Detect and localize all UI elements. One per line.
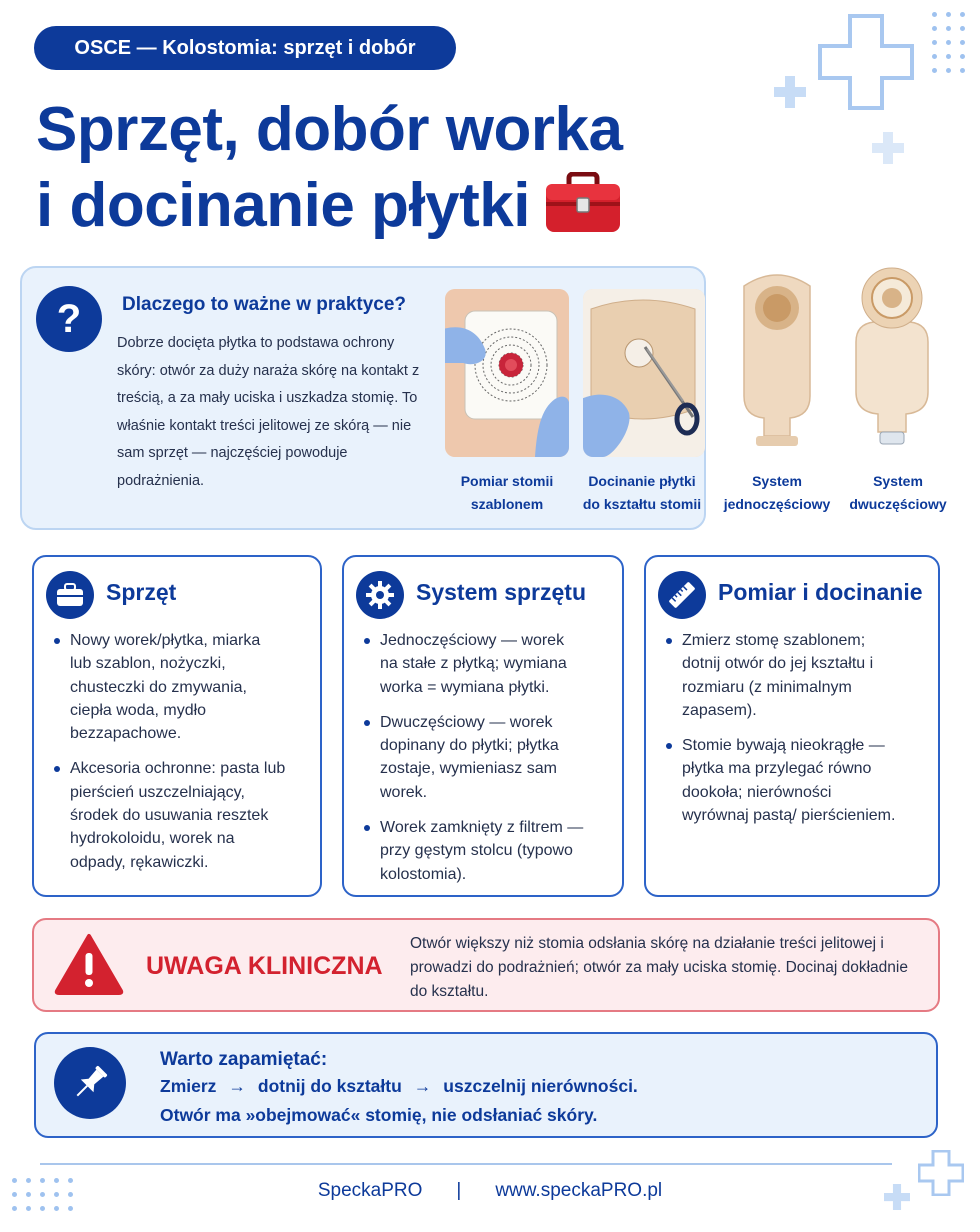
arrow-right-icon: → [413, 1076, 432, 1096]
wafer-cutting-photo [583, 289, 705, 457]
footer-brand: SpeckaPRO [317, 1180, 423, 1201]
remember-note: Otwór ma »obejmować« stomię, nie odsłaniać skóry. [160, 1105, 598, 1125]
page-title-line1: Sprzęt, dobór worka [36, 95, 623, 164]
card-title: Sprzęt [106, 579, 177, 605]
pushpin-icon [54, 1047, 126, 1119]
stoma-measuring-photo [445, 289, 569, 457]
footer-separator: | [456, 1180, 462, 1201]
card-list [666, 629, 928, 839]
arrow-right-icon: → [228, 1076, 246, 1096]
footer-divider [40, 1163, 892, 1165]
step-cut: dotnij do kształtu [257, 1076, 402, 1096]
list-item: Worek zamknięty z filtrem — przy gęstym stolcu (typowo kolostomia). [364, 816, 604, 886]
dots-decoration-top [932, 12, 965, 73]
warning-text: Otwór większy niż stomia odsłania skórę na działanie treści jelitowej i prowadzi do podrażnień; otwór za mały uciska stomię. Docinaj dokładnie do kształtu. [410, 935, 908, 1000]
warning-title: UWAGA KLINICZNA [146, 952, 383, 980]
footer-url-link[interactable]: www.speckaPRO.pl [495, 1180, 663, 1201]
warning-triangle-icon [54, 933, 124, 995]
two-piece-bag-image [850, 266, 934, 456]
card-title: System sprzętu [416, 579, 587, 605]
step-measure: Zmierz [160, 1076, 217, 1096]
page-title [36, 92, 756, 244]
bag-caption-two-piece: System dwuczęściowy [849, 473, 947, 512]
toolbox-icon [544, 172, 622, 234]
remember-title: Warto zapamiętać: [160, 1049, 328, 1070]
card-measure-cut [644, 555, 940, 897]
list-item: Nowy worek/płytka, miarka lub szablon, nożyczki, chusteczki do zmywania, ciepła woda, mydło bezzapachowe. [54, 629, 274, 745]
footer [0, 1180, 980, 1202]
question-icon: ? [36, 286, 102, 352]
list-item: Zmierz stomę szablonem; dotnij otwór do jej kształtu i rozmiaru (z minimalnym zapasem). [666, 629, 882, 722]
why-title: Dlaczego to ważne w praktyce? [122, 294, 407, 315]
list-item: Dwuczęściowy — worek dopinany do płytki; płytka zostaje, wymieniasz sam worek. [364, 711, 576, 804]
card-equipment [32, 555, 322, 897]
bag-caption-one-piece: System jednoczęściowy [723, 473, 831, 512]
photo-caption-cutting: Docinanie płytki do kształtu stomii [582, 473, 702, 512]
card-title: Pomiar i docinanie [718, 579, 923, 605]
photo-caption-measuring: Pomiar stomii szablonem [460, 473, 554, 512]
gear-icon [356, 571, 404, 619]
medical-cross-decoration-large [818, 14, 914, 110]
why-text: Dobrze docięta płytka to podstawa ochrony skóry: otwór za duży naraża skórę na kontakt z treścią, a za mały uciska i uszkadza stomię. To właśnie kontakt treści jelitowej ze skórą — nie sam sprzęt — najczęściej powoduje podrażnienia. [117, 335, 420, 489]
list-item: Akcesoria ochronne: pasta lub pierścień uszczelniający, środek do usuwania resztek hydrokoloidu, worek na odpady, rękawiczki. [54, 757, 290, 873]
step-seal: uszczelnij nierówności. [443, 1076, 638, 1096]
list-item: Stomie bywają nieokrągłe — płytka ma przylegać równo dookoła; nierówności wyrównaj pastą/ pierścieniem. [666, 734, 896, 827]
medical-cross-decoration-small [774, 76, 806, 108]
one-piece-bag-image [736, 266, 818, 454]
page-title-line2: i docinanie płytki [36, 168, 756, 244]
topic-badge: OSCE — Kolostomia: sprzęt i dobór [34, 26, 456, 70]
list-item: Jednoczęściowy — worek na stałe z płytką; wymiana worka = wymiana płytki. [364, 629, 586, 699]
ruler-icon [658, 571, 706, 619]
toolbox-icon [46, 571, 94, 619]
card-list [54, 629, 310, 886]
medical-cross-decoration-small [872, 132, 904, 164]
card-list [364, 629, 612, 898]
remember-steps [160, 1076, 638, 1097]
card-system [342, 555, 624, 897]
